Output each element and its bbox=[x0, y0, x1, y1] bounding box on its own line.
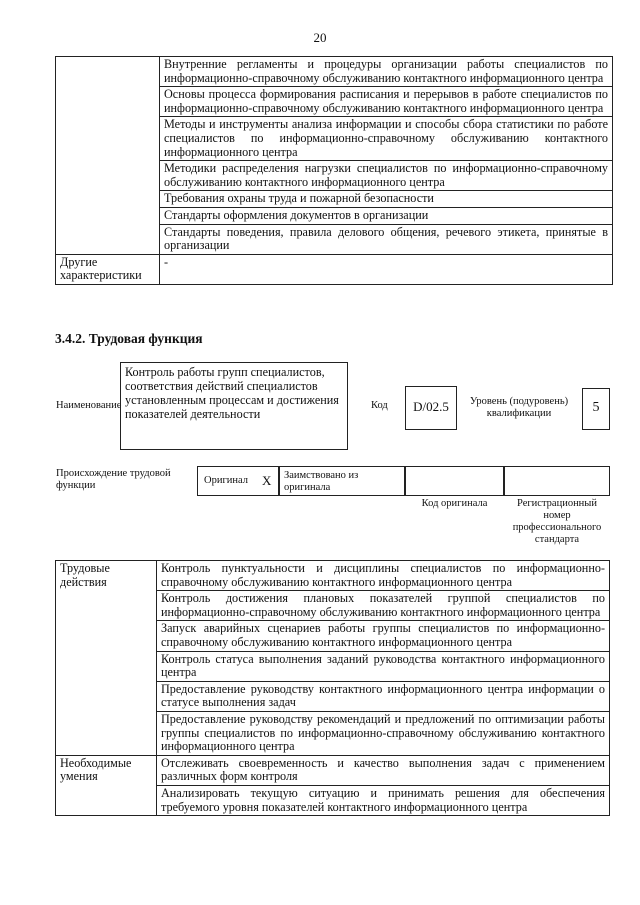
name-label: Наименование bbox=[56, 400, 122, 411]
table-cell: Анализировать текущую ситуацию и принимать решения для обеспечения требуемого уровня показателей контактного информационного центра bbox=[157, 785, 610, 815]
original-label: Оригинал bbox=[204, 475, 248, 486]
table-cell: Предоставление руководству рекомендаций и предложений по оптимизации работы группы специалистов по информационно-справочному обслуживанию контактного информационного центра bbox=[157, 711, 610, 755]
reg-number-label: Регистрационный номер профессионального стандарта bbox=[512, 498, 602, 545]
origin-code-label: Код оригинала bbox=[421, 498, 488, 509]
table-cell: Контроль статуса выполнения заданий руководства контактного информационного центра bbox=[157, 651, 610, 681]
knowledge-table bbox=[55, 56, 613, 285]
name-value: Контроль работы групп специалистов, соответствия действий специалистов установленным процессам и достижения показателей деятельности bbox=[120, 362, 348, 450]
origin-original-cell bbox=[197, 466, 279, 496]
page-number: 20 bbox=[313, 30, 327, 45]
table-left-cell: Необходимые умения bbox=[56, 755, 157, 815]
section-heading: 3.4.2. Трудовая функция bbox=[55, 331, 203, 346]
table-cell: Методики распределения нагрузки специалистов по информационно-справочному обслуживанию контактного информационного центра bbox=[160, 161, 613, 191]
original-mark: X bbox=[262, 473, 272, 488]
table-cell: Отслеживать своевременность и качество выполнения задач с применением различных форм контроля bbox=[157, 755, 610, 785]
table-cell: Контроль достижения плановых показателей группой специалистов по информационно-справочному обслуживанию контактного информационного центра bbox=[157, 591, 610, 621]
actions-table bbox=[55, 560, 610, 816]
reg-number-cell bbox=[504, 466, 610, 496]
origin-label: Происхождение трудовой функции bbox=[56, 468, 171, 491]
table-cell: Методы и инструменты анализа информации и способы сбора статистики по работе специалистов по информационно-справочному обслуживанию контактного информационного центра bbox=[160, 117, 613, 161]
table-cell: Основы процесса формирования расписания и перерывов в работе специалистов по информационно-справочному обслуживанию контактного информационного центра bbox=[160, 87, 613, 117]
code-value: D/02.5 bbox=[405, 386, 457, 430]
table-cell: Запуск аварийных сценариев работы группы специалистов по информационно-справочному обслуживанию контактного информационного центра bbox=[157, 621, 610, 651]
code-label: Код bbox=[371, 400, 388, 411]
table-cell: Предоставление руководству контактного информационного центра информации о статусе выполнения задач bbox=[157, 681, 610, 711]
table-cell: Внутренние регламенты и процедуры организации работы специалистов по информационно-справочному обслуживанию контактного информационного центра bbox=[160, 57, 613, 87]
table-cell: Требования охраны труда и пожарной безопасности bbox=[160, 191, 613, 208]
table-cell: - bbox=[160, 254, 613, 284]
table-cell: Стандарты оформления документов в организации bbox=[160, 207, 613, 224]
borrowed-cell bbox=[279, 466, 405, 496]
level-label: Уровень (подуровень) квалификации bbox=[469, 396, 569, 419]
table-row bbox=[56, 755, 610, 785]
table-cell: Контроль пунктуальности и дисциплины специалистов по информационно-справочному обслуживанию контактного информационного центра bbox=[157, 561, 610, 591]
table-left-cell bbox=[56, 57, 160, 255]
table-left-cell: Другие характеристики bbox=[56, 254, 160, 284]
table-cell: Стандарты поведения, правила делового общения, речевого этикета, принятые в организации bbox=[160, 224, 613, 254]
origin-code-cell bbox=[405, 466, 504, 496]
table-row bbox=[56, 57, 613, 87]
level-value: 5 bbox=[582, 388, 610, 430]
borrowed-label: Заимствовано из оригинала bbox=[284, 470, 359, 493]
table-row bbox=[56, 561, 610, 591]
table-row bbox=[56, 254, 613, 284]
table-left-cell: Трудовые действия bbox=[56, 561, 157, 756]
